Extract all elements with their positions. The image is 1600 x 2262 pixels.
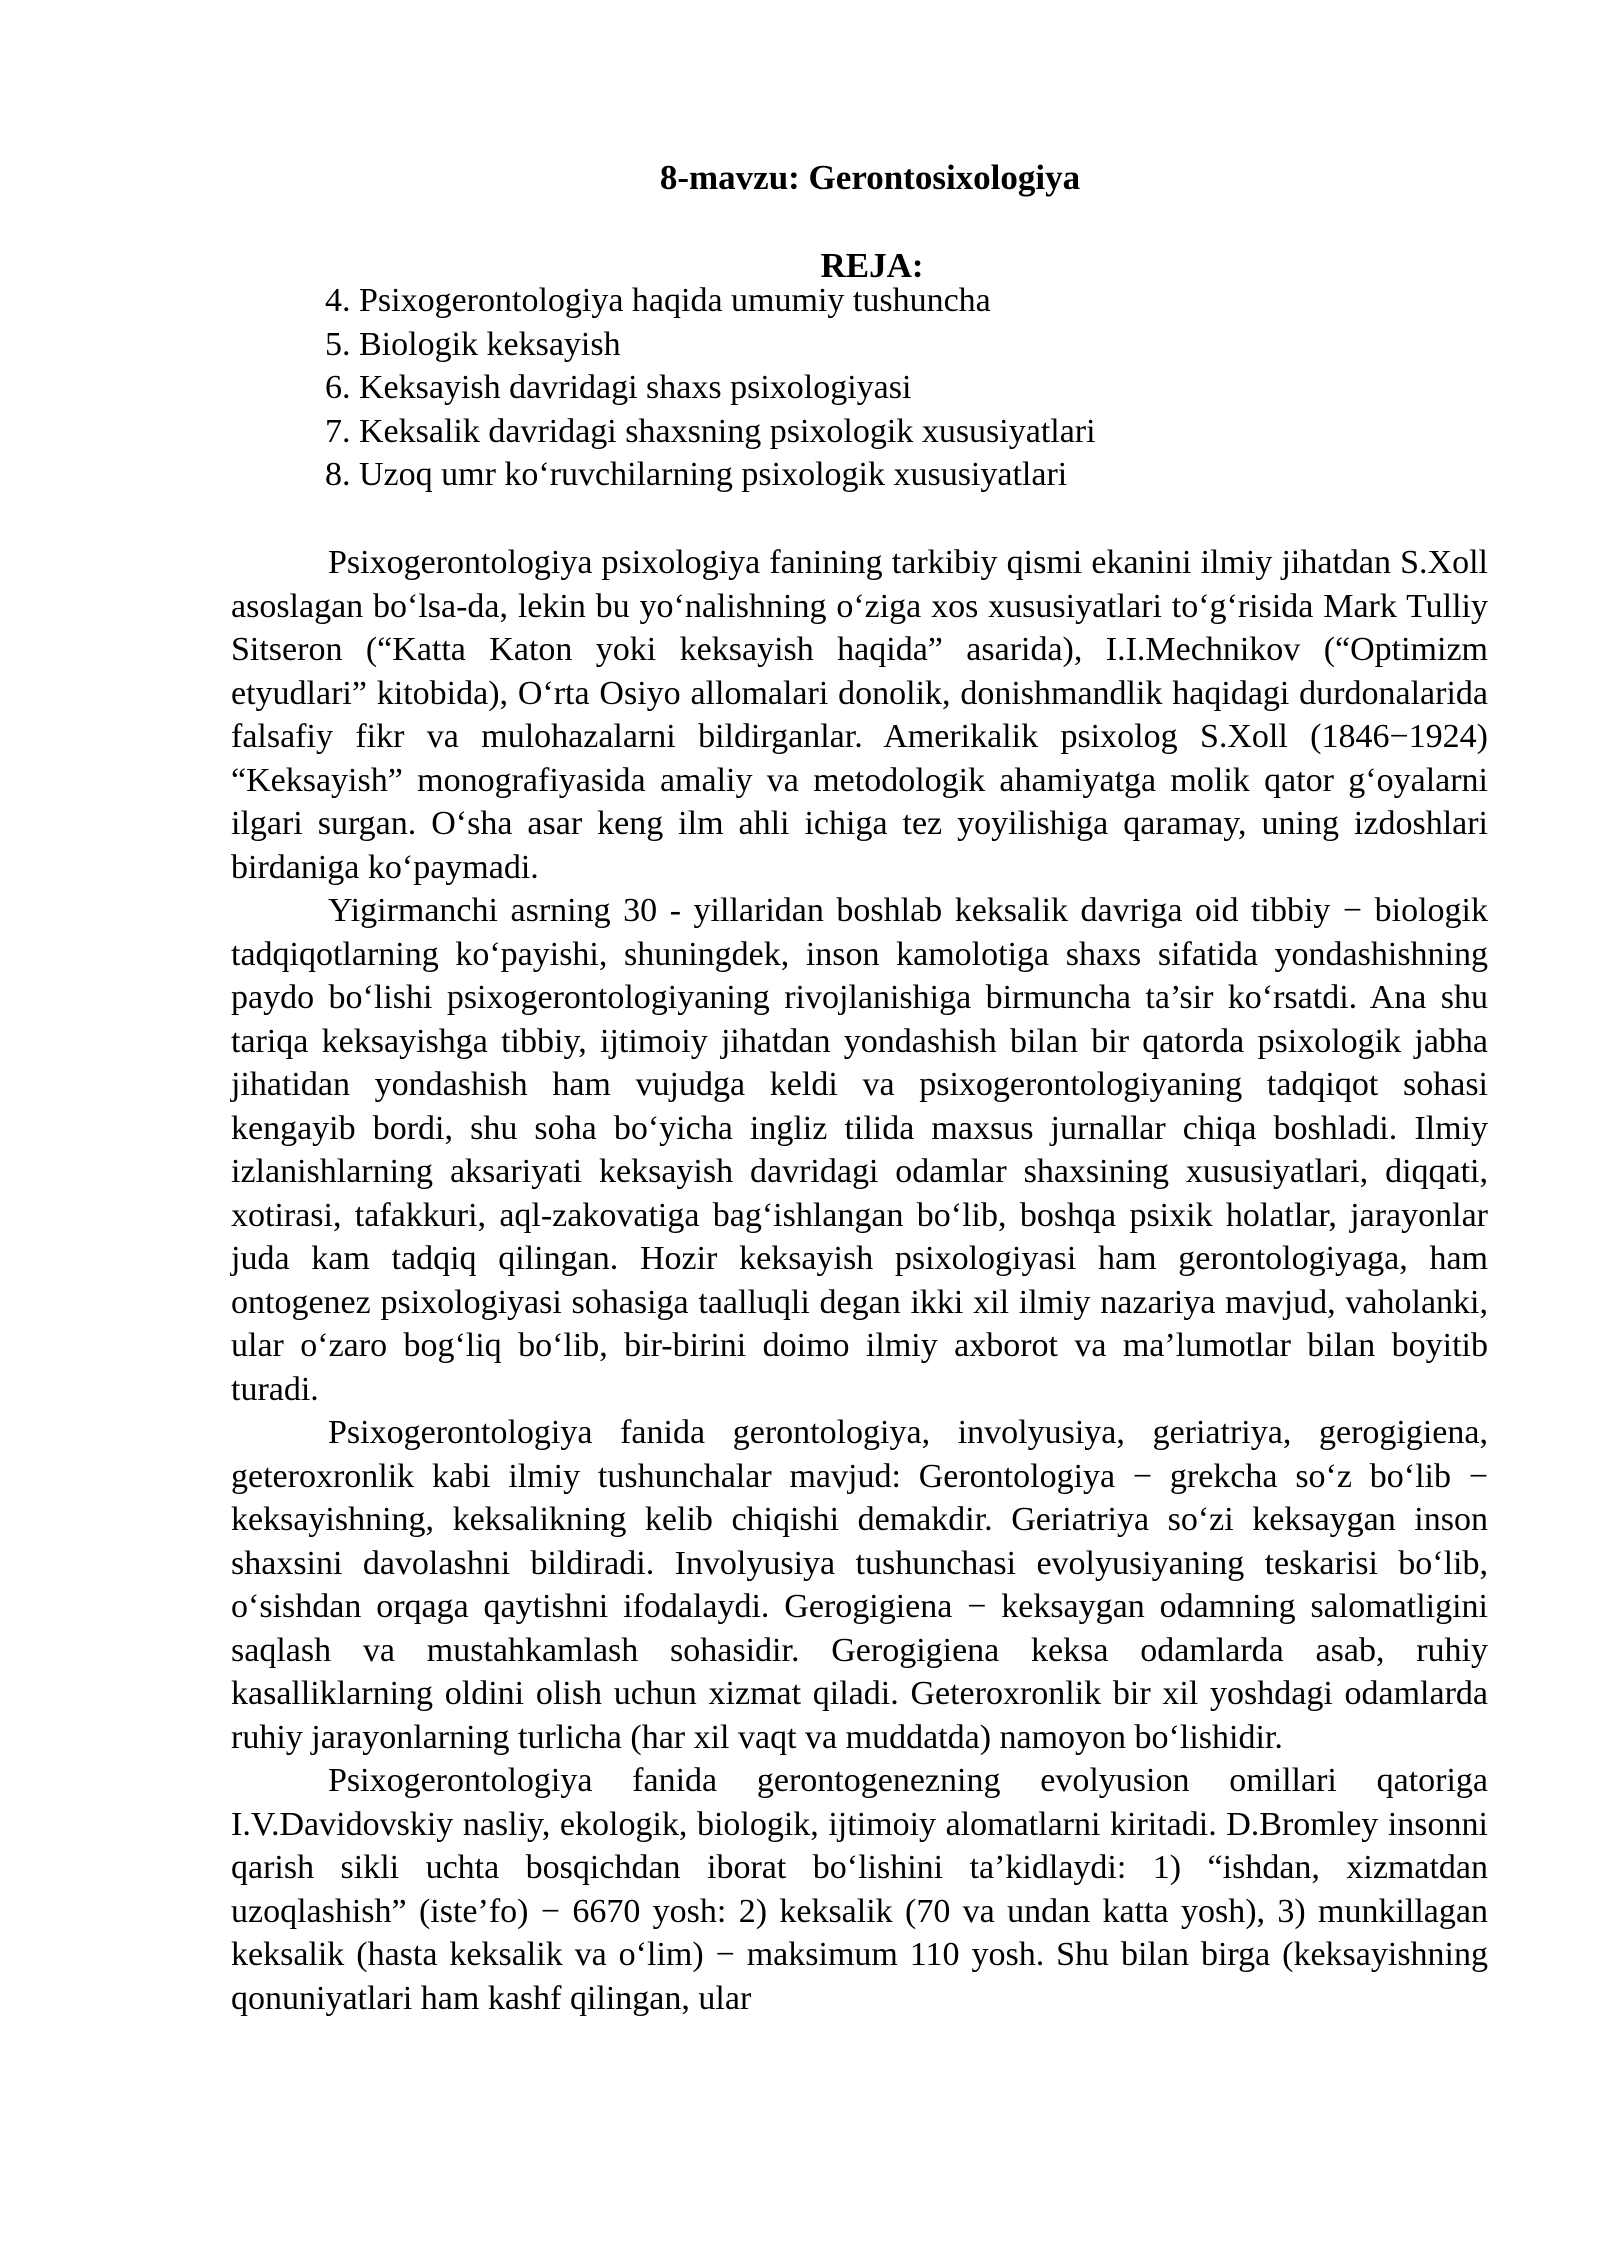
document-title: 8-mavzu: Gerontosixologiya <box>659 158 1081 197</box>
paragraph: Psixogerontologiya fanida gerontologiya, involyusiya, geriatriya, gerogigiena, geteroxronlik kabi ilmiy tushunchalar mavjud: Gerontologiya − grekcha so‘z bo‘lib − keksayishning, keksalikning kelib chiqishi demakdir. Geriatriya so‘zi keksaygan inson shaxsini davolashni bildiradi. Involyusiya tushunchasi evolyusiyaning teskarisi bo‘lib, o‘sishdan orqaga qaytishni ifodalaydi. Gerogigiena − keksaygan odamning salomatligini saqlash va mustahkamlash sohasidir. Gerogigiena keksa odamlarda asab, ruhiy kasalliklarning oldini olish uchun xizmat qiladi. Geteroxronlik bir xil yoshdagi odamlarda ruhiy jarayonlarning turlicha (har xil vaqt va muddatda) namoyon bo‘lishidir. <box>231 1414 1488 1756</box>
paragraph: Psixogerontologiya psixologiya fanining tarkibiy qismi ekanini ilmiy jihatdan S.Xoll asoslagan bo‘lsa-da, lekin bu yo‘nalishning o‘ziga xos xususiyatlari to‘g‘risida Mark Tulliy Sitseron (“Katta Katon yoki keksayish haqida” asarida), I.I.Mechnikov (“Optimizm etyudlari” kitobida), O‘rta Osiyo allomalari donolik, donishmandlik haqidagi durdonalarida falsafiy fikr va mulohazalarni bildirganlar. Amerikalik psixolog S.Xoll (1846−1924) “Keksayish” monografiyasida amaliy va metodologik ahamiyatga molik qator g‘oyalarni ilgari surgan. O‘sha asar keng ilm ahli ichiga tez yoyilishiga qaramay, uning izdoshlari birdaniga ko‘paymadi. <box>231 544 1488 886</box>
plan-item: 6. Keksayish davridagi shaxs psixologiyasi <box>325 369 912 406</box>
plan-item: 7. Keksalik davridagi shaxsning psixologik xususiyatlari <box>325 412 1096 450</box>
plan-list <box>325 279 1096 497</box>
paragraph: Psixogerontologiya fanida gerontogenezning evolyusion omillari qatoriga I.V.Davidovskiy nasliy, ekologik, biologik, ijtimoiy alomatlarni kiritadi. D.Bromley insonni qarish sikli uchta bosqichdan iborat bo‘lishini ta’kidlaydi: 1) “ishdan, xizmatdan uzoqlashish” (iste’fo) − 6670 yosh: 2) keksalik (70 va undan katta yosh), 3) munkillagan keksalik (hasta keksalik va o‘lim) − maksimum 110 yosh. Shu bilan birga (keksayishning qonuniyatlari ham kashf qilingan, ular <box>231 1762 1488 2017</box>
plan-heading: REJA: <box>820 246 924 285</box>
plan-item: 8. Uzoq umr ko‘ruvchilarning psixologik xususiyatlari <box>325 456 1068 493</box>
plan-item: 5. Biologik keksayish <box>325 325 621 363</box>
plan-item: 4. Psixogerontologiya haqida umumiy tushuncha <box>325 282 991 319</box>
body-text <box>231 541 1488 2020</box>
paragraph: Yigirmanchi asrning 30 - yillaridan boshlab keksalik davriga oid tibbiy − biologik tadqiqotlarning ko‘payishi, shuningdek, inson kamolotiga shaxs sifatida yondashishning paydo bo‘lishi psixogerontologiyaning rivojlanishiga birmuncha ta’sir ko‘rsatdi. Ana shu tariqa keksayishga tibbiy, ijtimoiy jihatdan yondashish bilan bir qatorda psixologik jabha jihatidan yondashish ham vujudga keldi va psixogerontologiyaning tadqiqot sohasi kengayib bordi, shu soha bo‘yicha ingliz tilida maxsus jurnallar chiqa boshladi. Ilmiy izlanishlarning aksariyati keksayish davridagi odamlar shaxsining xususiyatlari, diqqati, xotirasi, tafakkuri, aql-zakovatiga bag‘ishlangan bo‘lib, boshqa psixik holatlar, jarayonlar juda kam tadqiq qilingan. Hozir keksayish psixologiyasi ham gerontologiyaga, ham ontogenez psixologiyasi sohasiga taalluqli degan ikki xil ilmiy nazariya mavjud, vaholanki, ular o‘zaro bog‘liq bo‘lib, bir-birini doimo ilmiy axborot va ma’lumotlar bilan boyitib turadi. <box>231 892 1488 1408</box>
